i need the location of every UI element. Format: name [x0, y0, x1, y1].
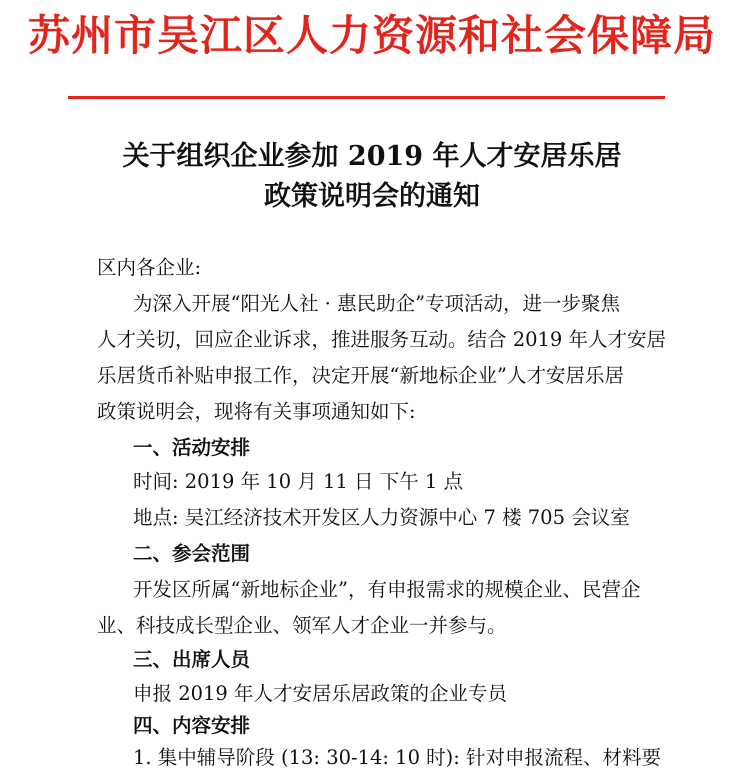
section-line: 开发区所属“新地标企业”，有申报需求的规模企业、民营企 — [133, 578, 641, 601]
salutation: 区内各企业: — [97, 256, 202, 279]
intro-line: 人才关切，回应企业诉求，推进服务互动。结合 2019 年人才安居 — [97, 328, 667, 351]
section-line: 地点: 吴江经济技术开发区人力资源中心 7 楼 705 会议室 — [133, 506, 630, 529]
agency-header: 苏州市吴江区人力资源和社会保障局 — [27, 11, 716, 60]
red-divider — [68, 96, 665, 99]
doc-title-line-1: 关于组织企业参加 2019 年人才安居乐居 — [122, 141, 622, 172]
section-heading: 三、出席人员 — [133, 648, 251, 671]
section-line: 时间: 2019 年 10 月 11 日 下午 1 点 — [133, 470, 464, 493]
intro-line: 政策说明会，现将有关事项通知如下: — [97, 400, 416, 423]
section-heading: 二、参会范围 — [133, 542, 251, 565]
doc-title-line-2: 政策说明会的通知 — [264, 181, 480, 212]
section-heading: 四、内容安排 — [133, 714, 251, 737]
intro-line: 乐居货币补贴申报工作，决定开展“新地标企业”人才安居乐居 — [97, 364, 624, 387]
section-line: 申报 2019 年人才安居乐居政策的企业专员 — [133, 682, 508, 705]
intro-line: 为深入开展“阳光人社 · 惠民助企”专项活动，进一步聚焦 — [133, 292, 621, 315]
section-line: 业、科技成长型企业、领军人才企业一并参与。 — [97, 614, 507, 637]
section-line: 1. 集中辅导阶段 (13: 30-14: 10 时): 针对申报流程、材料要 — [133, 746, 662, 768]
section-heading: 一、活动安排 — [133, 436, 251, 459]
